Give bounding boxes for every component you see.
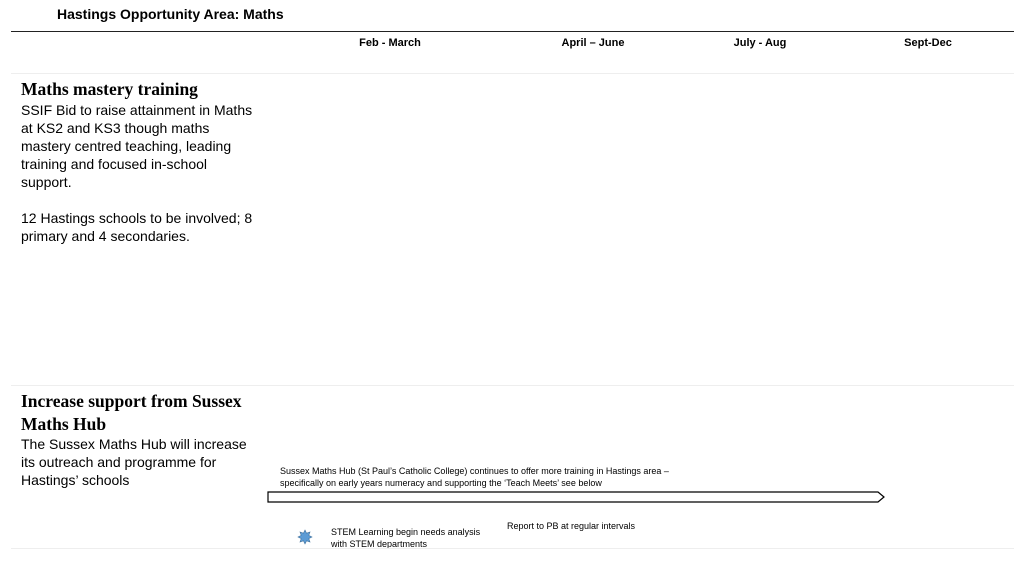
column-header-feb-march: Feb - March [359, 37, 421, 49]
timeline-note-stem: STEM Learning begin needs analysis with STEM departments [331, 527, 481, 549]
timeline-note-hub-training: Sussex Maths Hub (St Paul’s Catholic College) continues to offer more training in Hastings area – specifically on early years numeracy and supporting the ‘Teach Meets’ see below [280, 466, 669, 488]
row-description-maths-mastery: SSIF Bid to raise attainment in Maths at KS2 and KS3 though maths mastery centred teaching, leading training and focused in-school support. [21, 102, 253, 190]
row-divider [11, 385, 1014, 386]
timeline-note-report: Report to PB at regular intervals [507, 521, 636, 531]
page-title: Hastings Opportunity Area: Maths [57, 6, 284, 22]
header-divider [11, 31, 1014, 32]
row-divider [11, 548, 1014, 549]
row-heading-maths-mastery: Maths mastery training [21, 79, 198, 99]
column-header-april-june: April – June [561, 37, 625, 49]
column-header-sept-dec: Sept-Dec [904, 37, 952, 49]
column-header-july-aug: July - Aug [733, 37, 787, 49]
row-divider [11, 73, 1014, 74]
row-heading-maths-hub: Increase support from Sussex Maths Hub [21, 391, 242, 434]
timeline-arrow [266, 490, 890, 504]
row-description-maths-hub: The Sussex Maths Hub will increase its outreach and programme for Hastings’ schools [21, 436, 247, 488]
starburst-icon [297, 529, 313, 545]
row-detail-maths-mastery: 12 Hastings schools to be involved; 8 primary and 4 secondaries. [21, 210, 253, 244]
